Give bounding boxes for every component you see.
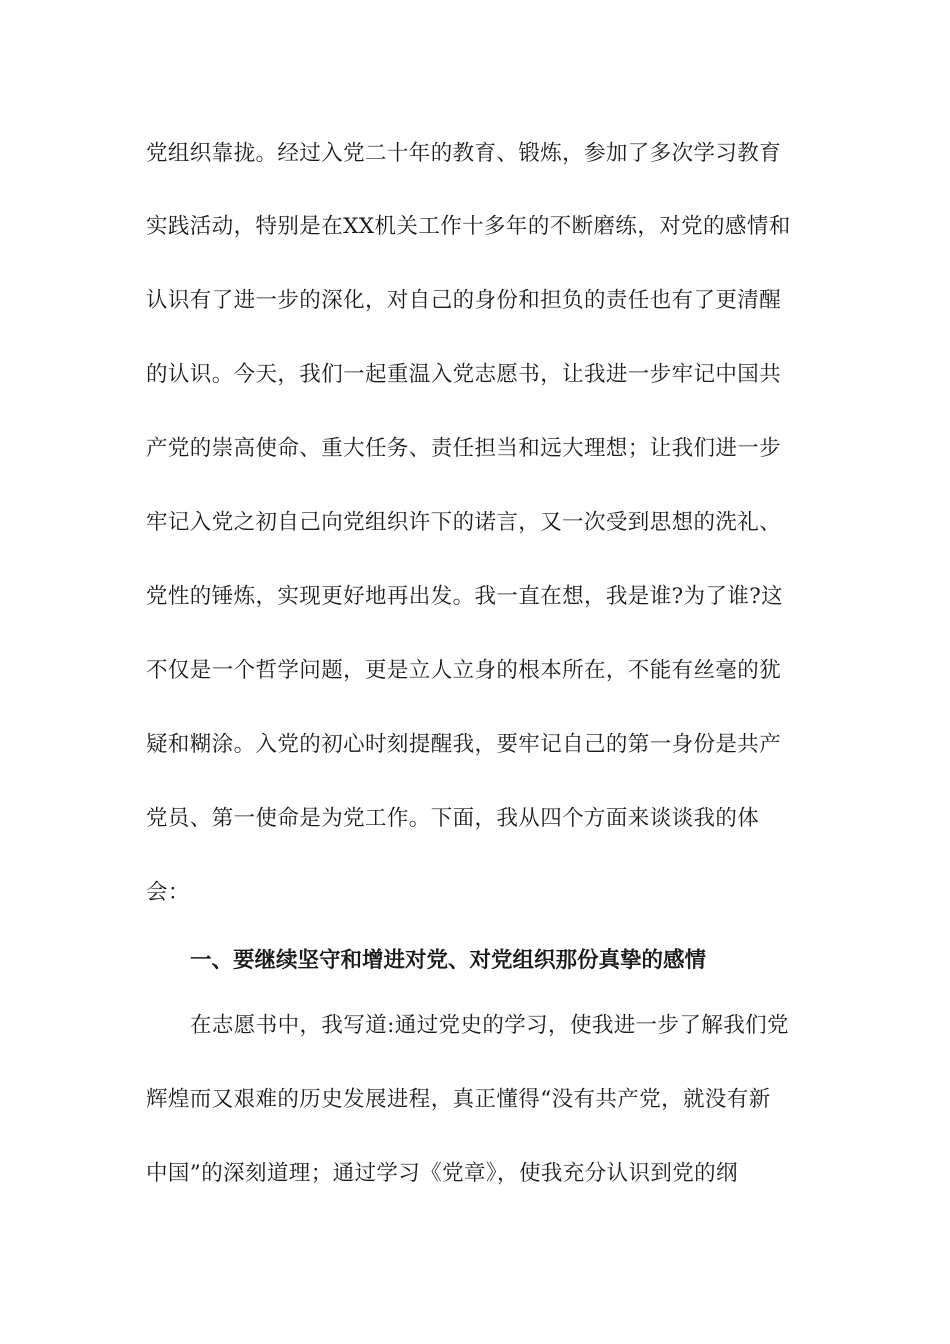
paragraph-line: 党组织靠拢。经过入党二十年的教育、锻炼，参加了多次学习教育 (146, 141, 782, 166)
paragraph-line: 会： (146, 880, 190, 905)
paragraph-line: 党性的锤炼，实现更好地再出发。我一直在想，我是谁?为了谁?这 (146, 584, 784, 609)
paragraph-line: 在志愿书中，我写道:通过党史的学习，使我进一步了解我们党 (190, 1013, 789, 1038)
paragraph-line: 认识有了进一步的深化，对自己的身份和担负的责任也有了更清醒 (146, 288, 782, 313)
paragraph-line: 党员、第一使命是为党工作。下面，我从四个方面来谈谈我的体 (146, 806, 760, 831)
section-heading: 一、要继续坚守和增进对党、对党组织那份真挚的感情 (190, 948, 707, 973)
paragraph-line: 辉煌而又艰难的历史发展进程，真正懂得“没有共产党，就没有新 (146, 1087, 771, 1112)
paragraph-line: 牢记入党之初自己向党组织许下的诺言，又一次受到思想的洗礼、 (146, 510, 782, 535)
paragraph-line: 中国”的深刻道理；通过学习《党章》，使我充分认识到党的纲 (146, 1161, 738, 1186)
paragraph-line: 疑和糊涂。入党的初心时刻提醒我，要牢记自己的第一身份是共产 (146, 732, 782, 757)
paragraph-line: 不仅是一个哲学问题，更是立人立身的根本所在，不能有丝毫的犹 (146, 658, 782, 683)
paragraph-line: 实践活动，特别是在XX机关工作十多年的不断磨练，对党的感情和 (146, 214, 791, 239)
paragraph-line: 的认识。今天，我们一起重温入党志愿书，让我进一步牢记中国共 (146, 362, 782, 387)
paragraph-line: 产党的崇高使命、重大任务、责任担当和远大理想；让我们进一步 (146, 436, 782, 461)
